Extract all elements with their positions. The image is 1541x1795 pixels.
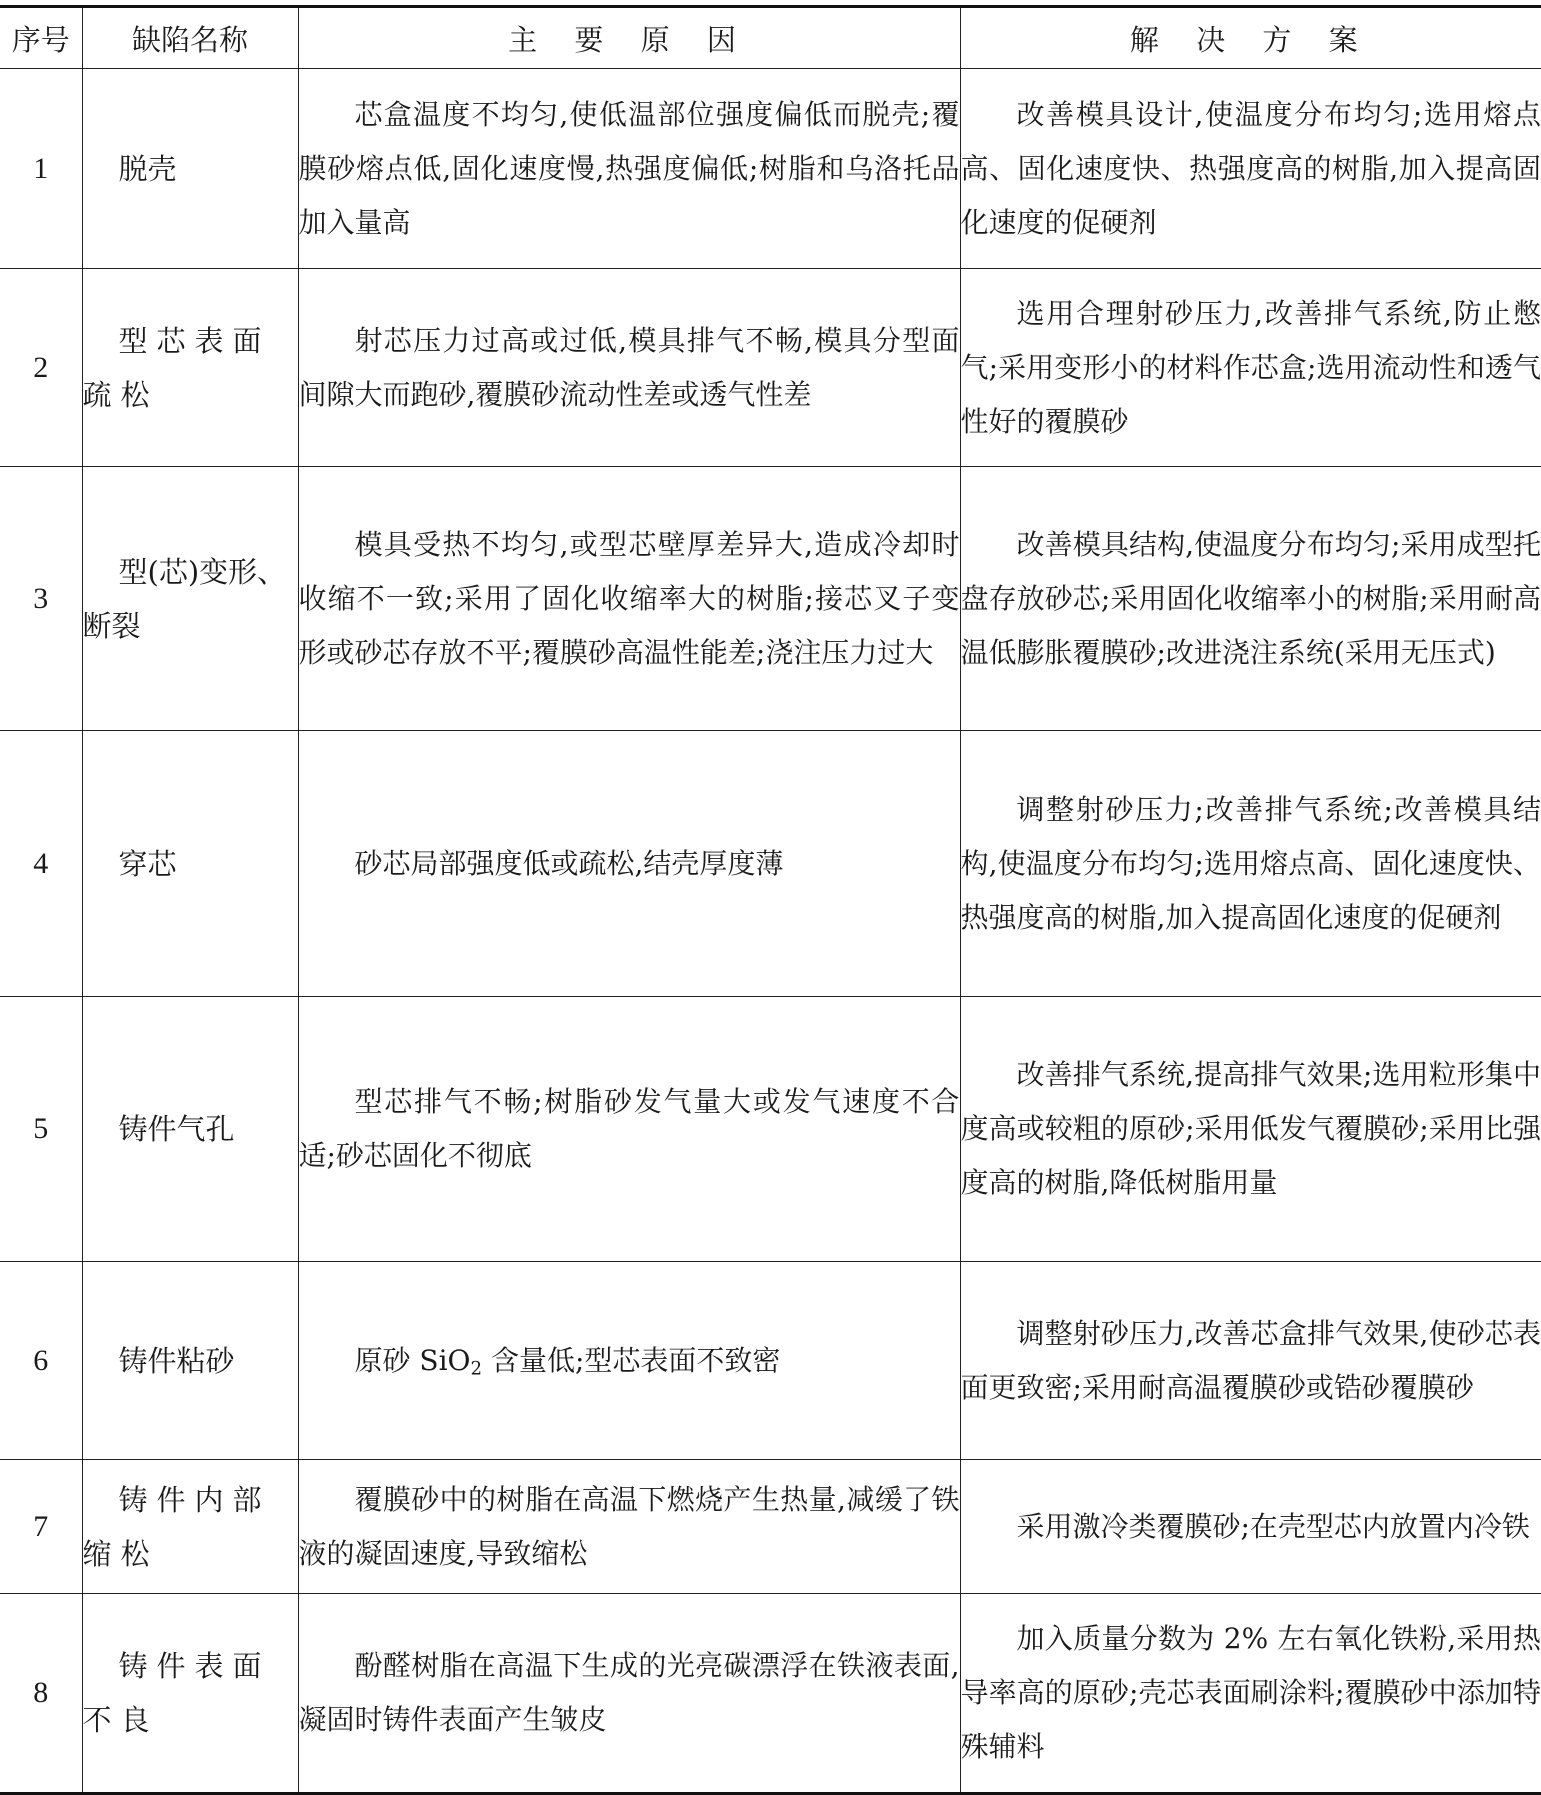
row-index: 5 <box>0 997 82 1262</box>
cause-cell: 型芯排气不畅;树脂砂发气量大或发气速度不合适;砂芯固化不彻底 <box>298 997 960 1262</box>
row-index: 1 <box>0 69 82 269</box>
solution-cell: 调整射砂压力,改善芯盒排气效果,使砂芯表面更致密;采用耐高温覆膜砂或锆砂覆膜砂 <box>960 1262 1541 1460</box>
cause-cell: 射芯压力过高或过低,模具排气不畅,模具分型面间隙大而跑砂,覆膜砂流动性差或透气性差 <box>298 269 960 467</box>
row-index: 6 <box>0 1262 82 1460</box>
solution-cell: 选用合理射砂压力,改善排气系统,防止憋气;采用变形小的材料作芯盒;选用流动性和透气性好的覆膜砂 <box>960 269 1541 467</box>
row-index: 7 <box>0 1460 82 1594</box>
defect-name: 型芯表面疏松 <box>82 269 298 467</box>
header-cause: 主 要 原 因 <box>298 7 960 69</box>
defect-name: 铸件内部缩松 <box>82 1460 298 1594</box>
cause-cell: 砂芯局部强度低或疏松,结壳厚度薄 <box>298 731 960 997</box>
solution-cell: 加入质量分数为 2% 左右氧化铁粉,采用热导率高的原砂;壳芯表面刷涂料;覆膜砂中添加特殊辅料 <box>960 1594 1541 1794</box>
solution-cell: 调整射砂压力;改善排气系统;改善模具结构,使温度分布均匀;选用熔点高、固化速度快、热强度高的树脂,加入提高固化速度的促硬剂 <box>960 731 1541 997</box>
table-row <box>0 1594 1541 1794</box>
cause-cell: 酚醛树脂在高温下生成的光亮碳漂浮在铁液表面,凝固时铸件表面产生皱皮 <box>298 1594 960 1794</box>
solution-cell: 改善排气系统,提高排气效果;选用粒形集中度高或较粗的原砂;采用低发气覆膜砂;采用比强度高的树脂,降低树脂用量 <box>960 997 1541 1262</box>
header-solution: 解 决 方 案 <box>960 7 1541 69</box>
row-index: 2 <box>0 269 82 467</box>
header-index: 序号 <box>0 7 82 69</box>
row-index: 4 <box>0 731 82 997</box>
defect-name: 铸件表面不良 <box>82 1594 298 1794</box>
table-row <box>0 1460 1541 1594</box>
defect-name: 穿芯 <box>82 731 298 997</box>
defect-name: 铸件粘砂 <box>82 1262 298 1460</box>
solution-cell: 改善模具设计,使温度分布均匀;选用熔点高、固化速度快、热强度高的树脂,加入提高固化速度的促硬剂 <box>960 69 1541 269</box>
row-index: 3 <box>0 467 82 731</box>
table-row <box>0 1262 1541 1460</box>
row-index: 8 <box>0 1594 82 1794</box>
table-row <box>0 997 1541 1262</box>
solution-cell: 改善模具结构,使温度分布均匀;采用成型托盘存放砂芯;采用固化收缩率小的树脂;采用耐高温低膨胀覆膜砂;改进浇注系统(采用无压式) <box>960 467 1541 731</box>
table-row <box>0 69 1541 269</box>
cause-cell: 原砂 SiO$_2$ 含量低;型芯表面不致密 <box>298 1262 960 1460</box>
defect-name: 铸件气孔 <box>82 997 298 1262</box>
defect-name: 型(芯)变形、断裂 <box>82 467 298 731</box>
solution-cell: 采用激冷类覆膜砂;在壳型芯内放置内冷铁 <box>960 1460 1541 1594</box>
table-row <box>0 467 1541 731</box>
table-row <box>0 269 1541 467</box>
cause-cell: 覆膜砂中的树脂在高温下燃烧产生热量,减缓了铁液的凝固速度,导致缩松 <box>298 1460 960 1594</box>
defects-table <box>0 5 1541 1795</box>
table-row <box>0 731 1541 997</box>
cause-cell: 模具受热不均匀,或型芯壁厚差异大,造成冷却时收缩不一致;采用了固化收缩率大的树脂;接芯叉子变形或砂芯存放不平;覆膜砂高温性能差;浇注压力过大 <box>298 467 960 731</box>
cause-cell: 芯盒温度不均匀,使低温部位强度偏低而脱壳;覆膜砂熔点低,固化速度慢,热强度偏低;树脂和乌洛托品加入量高 <box>298 69 960 269</box>
header-defect: 缺陷名称 <box>82 7 298 69</box>
header-row <box>0 7 1541 69</box>
defect-name: 脱壳 <box>82 69 298 269</box>
